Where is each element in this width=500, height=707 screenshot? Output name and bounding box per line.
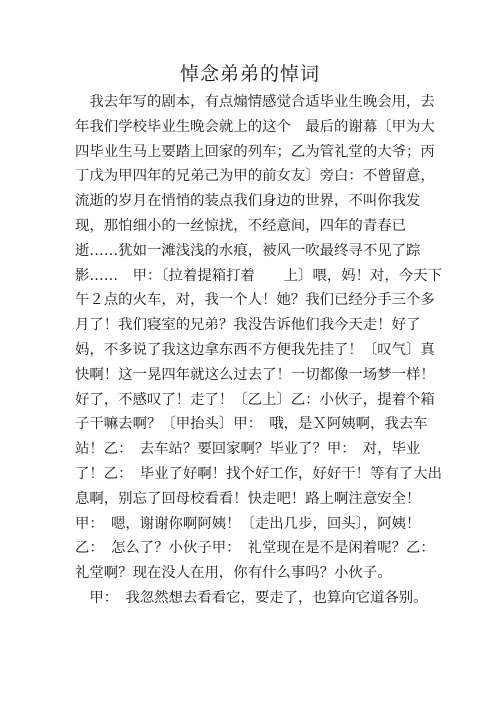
text-line: 年我们学校毕业生晚会就上的这个 最后的谢幕〔甲为大 [75, 118, 435, 135]
text-line: 妈，不多说了我这边拿东西不方便我先挂了！〔叹气〕真 [75, 341, 435, 358]
text-line: 礼堂啊？现在没人在用，你有什么事吗？小伙子。 [75, 565, 392, 582]
text-line: 子干嘛去啊？〔甲抬头〕甲： 哦，是Ｘ阿姨啊，我去车 [75, 416, 428, 433]
text-line: 站！乙： 去车站？要回家啊？毕业了？甲： 对，毕业 [75, 441, 421, 458]
text-line: 甲： 我忽然想去看看它，要走了，也算向它道各别。 [75, 589, 428, 606]
text-line: 甲： 嗯，谢谢你啊阿姨！〔走出几步，回头〕，阿姨！ [75, 515, 421, 532]
text-line: 我去年写的剧本，有点煽情感觉合适毕业生晚会用，去 [75, 94, 435, 110]
document-title: 悼念弟弟的悼词 [179, 63, 320, 85]
text-line: 现，那怕细小的一丝惊扰，不经意间，四年的青春已 [75, 217, 406, 234]
text-line: 丁戊为甲四年的兄弟己为甲的前女友〕旁白：不曾留意， [75, 168, 435, 185]
text-line: 影…… 甲：〔拉着提箱打着 上〕喂，妈！对，今天下 [75, 267, 442, 284]
text-line: 午２点的火车，对，我一个人！她？我们已经分手三个多 [75, 292, 435, 309]
text-line: 月了！我们寝室的兄弟？我没告诉他们我今天走！好了 [75, 317, 421, 334]
text-line: 好了，不感叹了！走了！〔乙上〕乙：小伙子，提着个箱 [75, 391, 435, 408]
text-line: 流逝的岁月在悄悄的装点我们身边的世界，不叫你我发 [75, 193, 421, 210]
text-line: 乙： 怎么了？小伙子甲： 礼堂现在是不是闲着呢？乙： [75, 540, 435, 557]
text-line: 四毕业生马上要踏上回家的列车；乙为管礼堂的大爷；丙 [75, 143, 435, 160]
text-line: 了！乙： 毕业了好啊！找个好工作，好好干！等有了大出 [75, 465, 442, 482]
text-line: 息啊，别忘了回母校看看！快走吧！路上啊注意安全！ [75, 490, 421, 507]
text-line: 逝……犹如一滩浅浅的水痕，被风一吹最终寻不见了踪 [75, 242, 421, 259]
text-line: 快啊！这一晃四年就这么过去了！一切都像一场梦一样！ [75, 366, 435, 383]
document-body [75, 90, 442, 611]
